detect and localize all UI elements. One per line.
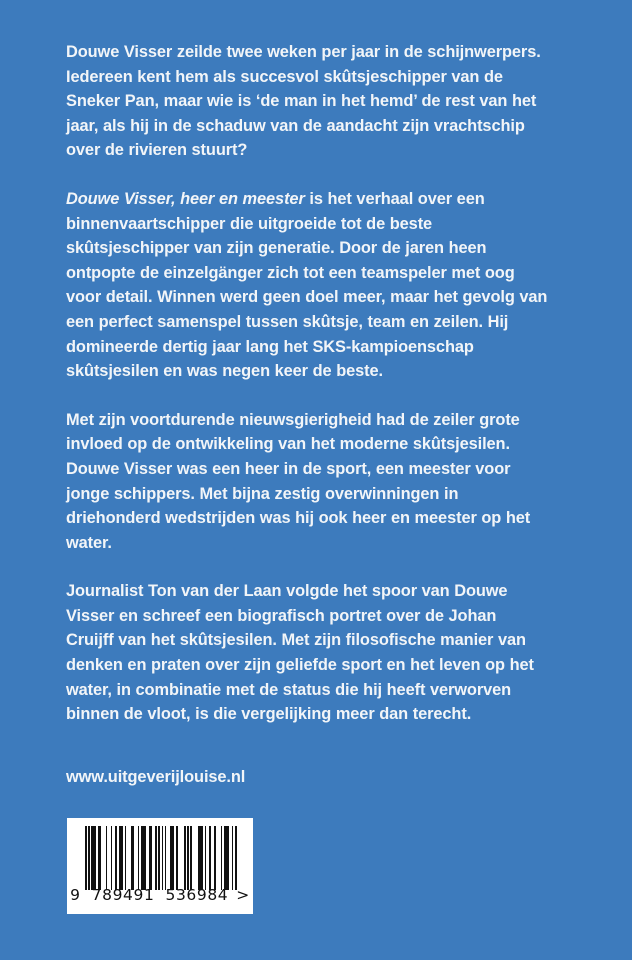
book-title-italic: Douwe Visser, heer en meester (66, 189, 305, 208)
blurb-paragraph-1: Douwe Visser zeilde twee weken per jaar in de schijnwerpers. Iedereen kent hem als succesvol skûtsjeschipper van de Sneker Pan, maar wie is ‘de man in het hemd’ de rest van het jaar, als hij in de schaduw van de aandacht zijn vrachtschip over de rivieren stuurt? (66, 43, 541, 160)
publisher-website[interactable]: www.uitgeverijlouise.nl (66, 768, 246, 786)
barcode-bars (85, 826, 237, 890)
blurb-paragraph-2 (66, 187, 548, 384)
blurb-paragraph-4: Journalist Ton van der Laan volgde het spoor van Douwe Visser en schreef een biografisch portret over de Johan Cruijff van het skûtsjesilen. Met zijn filosofische manier van denken en praten over zijn geliefde sport en het leven op het water, in combinatie met de status die hij heeft verworven binnen de vloot, is die vergelijking meer dan terecht. (66, 582, 534, 724)
blurb-paragraph-2-body: is het verhaal over een binnenvaartschipper die uitgroeide tot de beste skûtsjeschipper van zijn generatie. Door de jaren heen ontpopte de einzelgänger zich tot een teamspeler met oog voor detail. Winnen werd geen doel meer, maar het gevolg van een perfect samenspel tussen skûtsje, team en zeilen. Hij domineerde dertig jaar lang het SKS-kampioenschap skûtsjesilen en was negen keer de beste. (66, 189, 548, 381)
barcode-number: 9 789491 536984 (70, 886, 229, 904)
barcode-inner (67, 818, 253, 914)
barcode-suffix: > (236, 886, 250, 904)
blurb-text-block (66, 40, 548, 727)
isbn-barcode (67, 818, 253, 914)
blurb-paragraph-3: Met zijn voortdurende nieuwsgierigheid had de zeiler grote invloed op de ontwikkeling van het moderne skûtsjesilen. Douwe Visser was een heer in de sport, een meester voor jonge schippers. Met bijna zestig overwinningen in driehonderd wedstrijden was hij ook heer en meester op het water. (66, 410, 531, 552)
barcode-digits (67, 884, 253, 906)
